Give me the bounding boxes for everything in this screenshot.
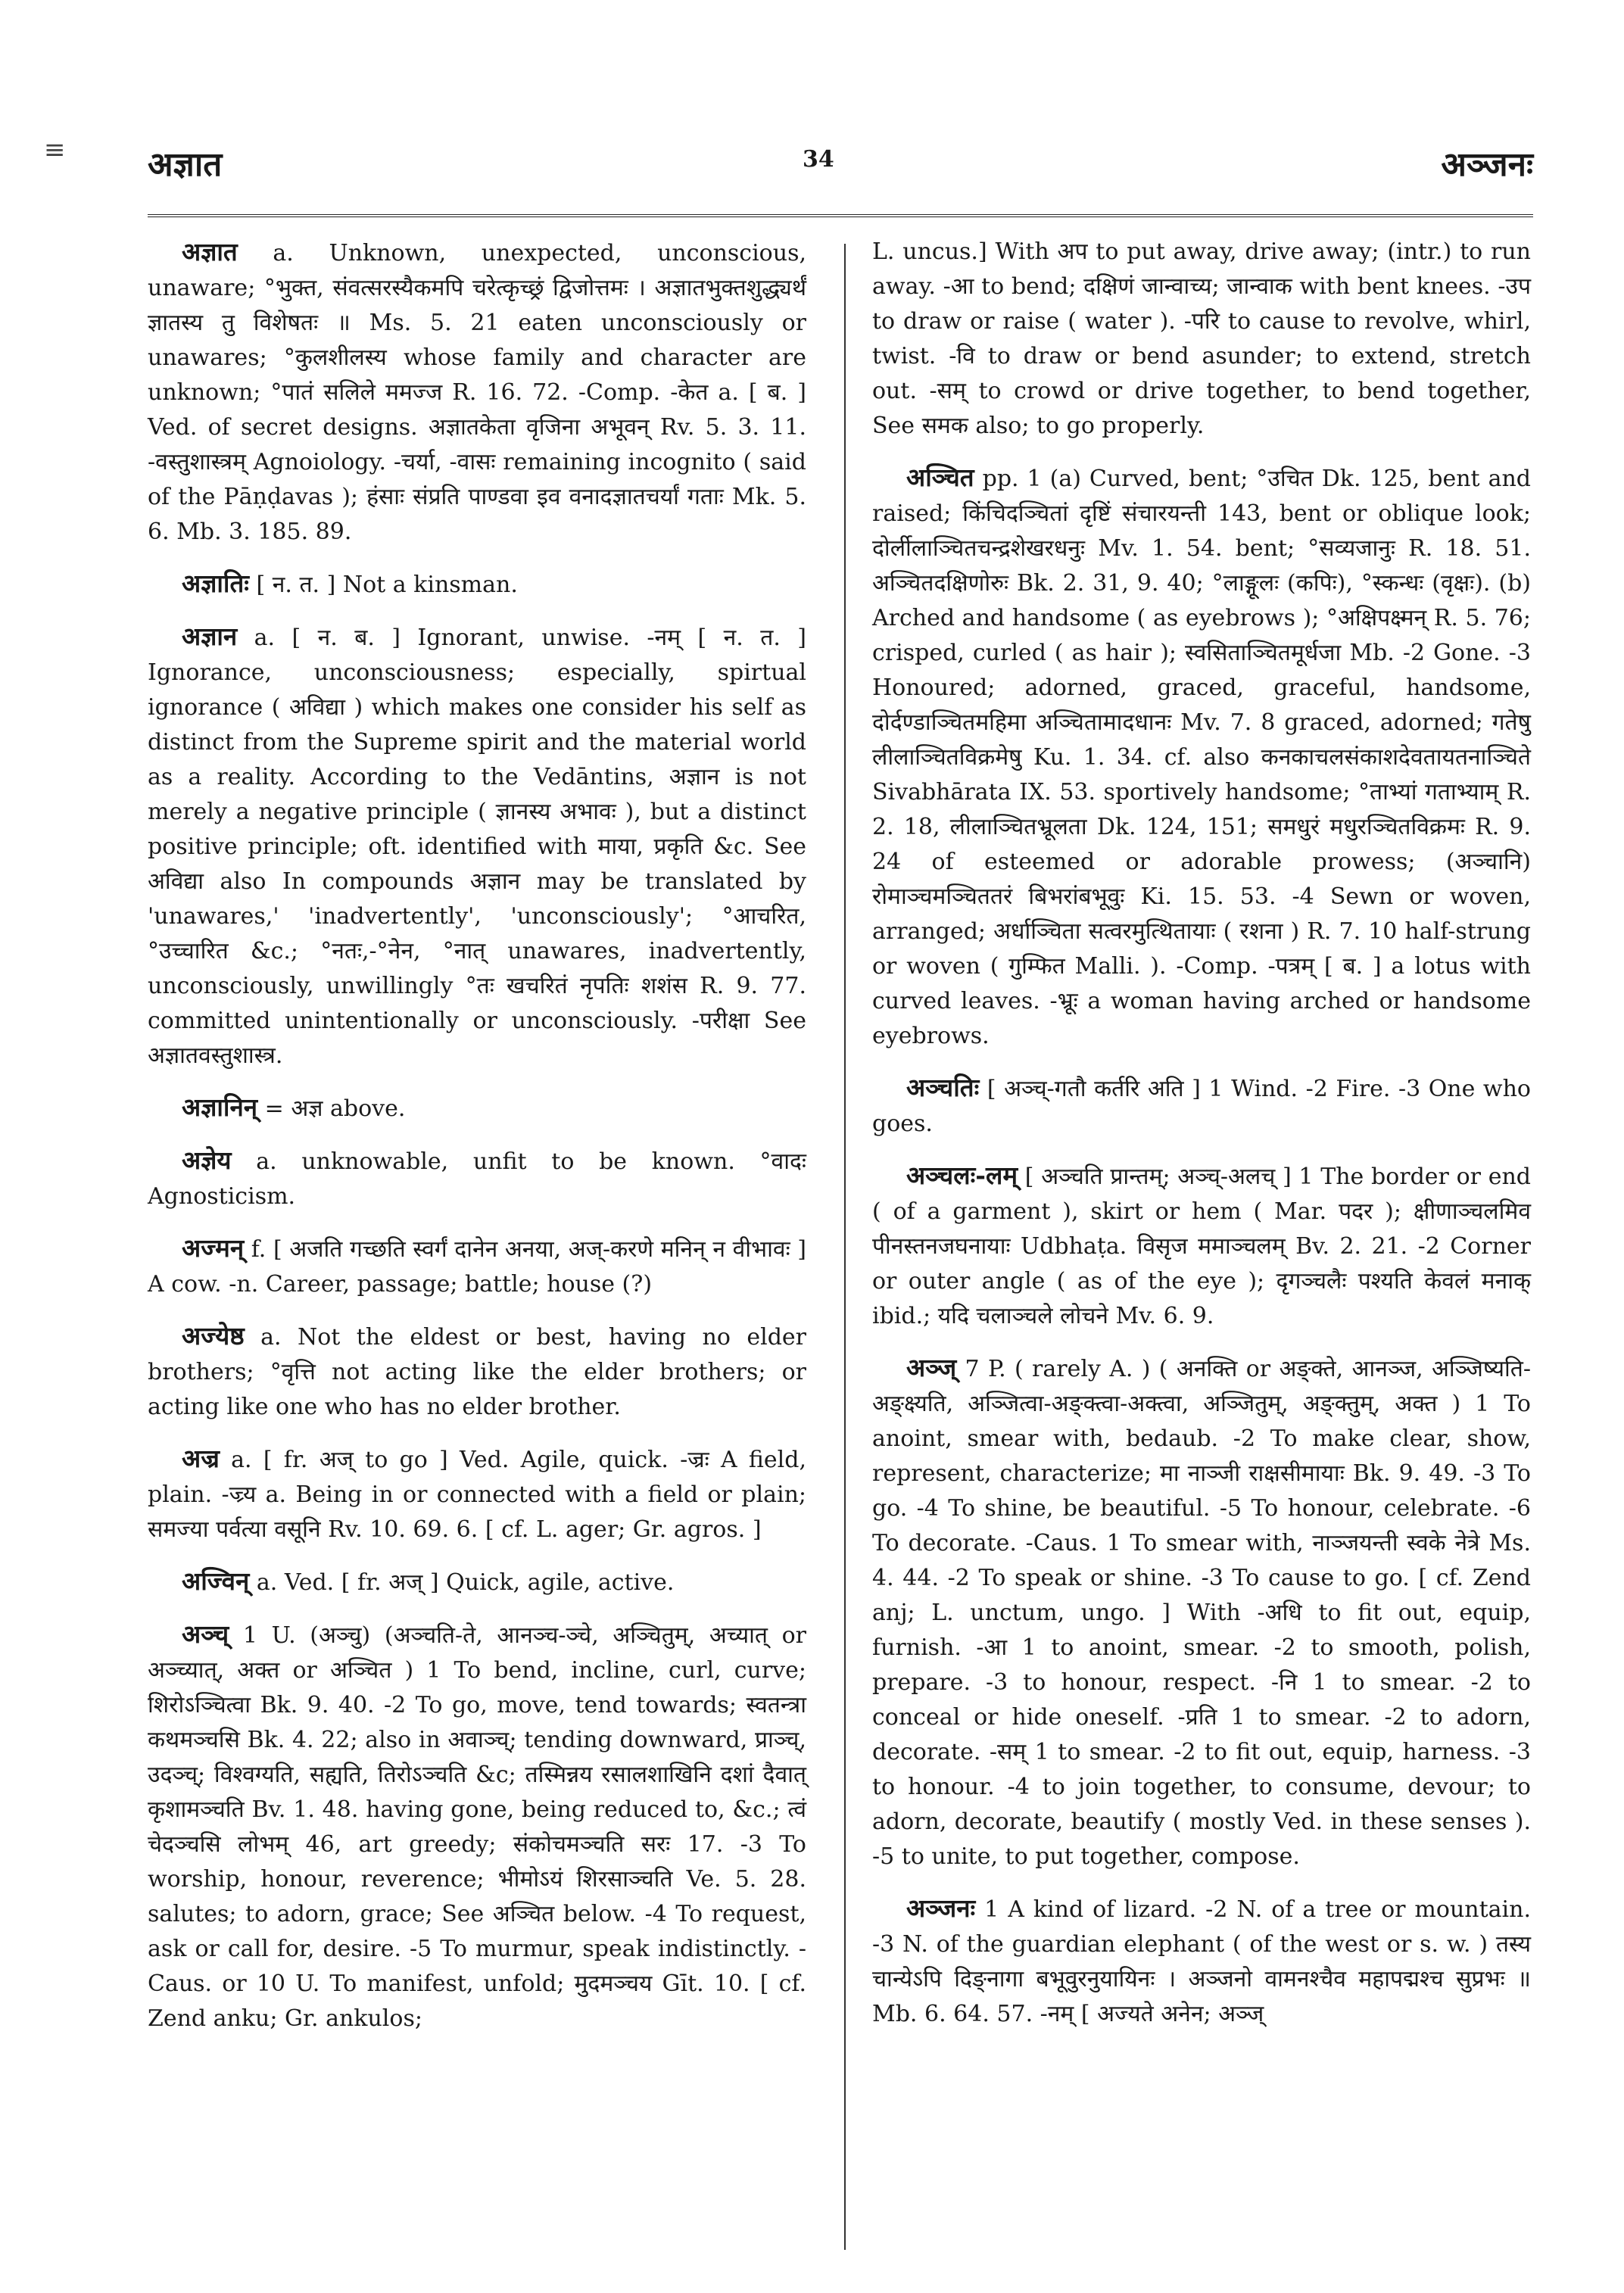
dictionary-entry: [148, 1143, 806, 1214]
page-number: 34: [803, 146, 834, 173]
entry-headword: अज्मन्: [182, 1233, 245, 1263]
entry-headword: अज्र: [182, 1444, 220, 1473]
dictionary-entry: [872, 1891, 1531, 2032]
entry-headword: अज्ञात: [182, 237, 238, 266]
entry-definition: 7 P. ( rarely A. ) ( अनक्ति or अङ्क्ते, आनञ्ज, अञ्जिष्यति-अङ्क्ष्यति, अञ्जित्वा-अङ्क्त्वा-अक्त्वा, अञ्जितुम्, अङ्क्तुम्, अक्त ) 1 To anoint, smear with, bedaub. -2 To make clear, show, represent, characterize; मा नाञ्जी राक्षसीमायाः Bk. 9. 49. -3 To go. -4 To shine, be beautiful. -5 To honour, celebrate. -6 To decorate. -Caus. 1 To smear with, नाञ्जयन्ती स्वके नेत्रे Ms. 4. 44. -2 To speak or shine. -3 To cause to go. [ cf. Zend anj; L. unctum, ungo. ] With -अधि to fit out, equip, furnish. -आ 1 to anoint, smear. -2 to smooth, polish, prepare. -3 to honour, respect. -नि 1 to smear. -2 to conceal or hide oneself. -प्रति 1 to smear. -2 to adorn, decorate. -सम् 1 to smear. -2 to fit out, equip, harness. -3 to honour. -4 to join together, to consume, devour; to adorn, decorate, beautify ( mostly Ved. in these senses ). -5 to unite, to put together, compose.: [872, 1356, 1531, 1870]
right-column: [872, 235, 1531, 2048]
dictionary-entry: [872, 235, 1531, 444]
dictionary-entry: [872, 460, 1531, 1054]
dictionary-entry: [148, 1090, 806, 1126]
entry-definition: a. [ fr. अज् to go ] Ved. Agile, quick. -ज्रः A field, plain. -ज्र्य a. Being in or connected with a field or plain; समज्या पर्वत्या वसूनि Rv. 10. 69. 6. [ cf. L. ager; Gr. agros. ]: [148, 1447, 806, 1543]
entry-definition: [ अञ्चति प्रान्तम्; अञ्च्-अलच् ] 1 The border or end ( of a garment ), skirt or hem ( Mar. पदर ); क्षीणाञ्चलमिव पीनस्तनजघनायाः Udbhaṭa. विसृज ममाञ्चलम् Bv. 2. 21. -2 Corner or outer angle ( as of the eye ); दृगञ्चलैः पश्यति केवलं मनाक् ibid.; यदि चलाञ्चले लोचने Mv. 6. 9.: [872, 1164, 1531, 1329]
dictionary-entry: [148, 235, 806, 550]
dictionary-entry: [148, 1231, 806, 1302]
dictionary-entry: [148, 566, 806, 603]
dictionary-entry: [148, 1617, 806, 2036]
entry-definition: L. uncus.] With अप to put away, drive away; (intr.) to run away. -आ to bend; दक्षिणं जान्वाच्य; जान्वाक with bent knees. -उप to draw or raise ( water ). -परि to cause to revolve, whirl, twist. -वि to draw or bend asunder; to extend, stretch out. -सम् to crowd or drive together, to bend together, See समक also; to go properly.: [872, 238, 1531, 439]
entry-headword: अज्येष्ठ: [182, 1321, 245, 1351]
entry-definition: pp. 1 (a) Curved, bent; °उचित Dk. 125, bent and raised; किंचिदञ्चितां दृष्टिं संचारयन्ती 143, bent or oblique look; दोर्लीलाञ्चितचन्द्रशेखरधनुः Mv. 1. 54. bent; °सव्यजानुः R. 18. 51. अञ्चितदक्षिणोरुः Bk. 2. 31, 9. 40; °लाङ्गूलः (कपिः), °स्कन्धः (वृक्षः). (b) Arched and handsome ( as eyebrows ); °अक्षिपक्ष्मन् R. 5. 76; crisped, curled ( as hair ); स्वसिताञ्चितमूर्धजा Mb. -2 Gone. -3 Honoured; adorned, graced, graceful, handsome, दोर्दण्डाञ्चितमहिमा अञ्चितामादधानः Mv. 7. 8 graced, adorned; गतेषु लीलाञ्चितविक्रमेषु Ku. 1. 34. cf. also कनकाचलसंकाशदेवतायतनाञ्चिते Sivabhārata IX. 53. sportively handsome; °ताभ्यां गताभ्याम् R. 2. 18, लीलाञ्चितभ्रूलता Dk. 124, 151; समधुरं मधुरञ्चितविक्रमः R. 9. 24 of esteemed or adorable prowess; (अञ्चानि) रोमाञ्चमञ्चिततरं बिभरांबभूवुः Ki. 15. 53. -4 Sewn or woven, arranged; अर्धाञ्चिता सत्वरमुत्थितायाः ( रशना ) R. 7. 10 half-strung or woven ( गुम्फित Malli. ). -Comp. -पत्रम् [ ब. ] a lotus with curved leaves. -भ्रूः a woman having arched or handsome eyebrows.: [872, 466, 1531, 1049]
entry-headword: अञ्चतिः: [906, 1073, 980, 1102]
entry-definition: [ न. त. ] Not a kinsman.: [256, 572, 518, 598]
header-rule: [148, 214, 1533, 217]
entry-headword: अञ्चित: [906, 463, 974, 492]
entry-headword: अज्ञानिन्: [182, 1092, 258, 1122]
dictionary-entry: [872, 1070, 1531, 1142]
column-divider: [844, 244, 846, 2250]
header-right-guide-word: अञ्जनः: [1441, 145, 1533, 184]
entry-definition: a. unknowable, unfit to be known. °वादः Agnosticism.: [148, 1148, 806, 1210]
entry-definition: 1 U. (अञ्चु) (अञ्चति-ते, आनञ्च-ञ्चे, अञ्चितुम्, अच्यात् or अञ्च्यात्, अक्त or अञ्चित ) 1 To bend, incline, curl, curve; शिरोऽञ्चित्वा Bk. 9. 40. -2 To go, move, tend towards; स्वतन्त्रा कथमञ्चसि Bk. 4. 22; also in अवाञ्च्; tending downward, प्राञ्च्, उदञ्च्; विश्वग्यति, सह्यति, तिरोऽञ्चति &c; तस्मिन्नय रसालशाखिनि दशां दैवात् कृशामञ्चति Bv. 1. 48. having gone, being reduced to, &c.; त्वं चेदञ्चसि लोभम् 46, art greedy; संकोचमञ्चति सरः 17. -3 To worship, honour, reverence; भीमोऽयं शिरसाञ्चति Ve. 5. 28. salutes; to adorn, grace; See अञ्चित below. -4 To request, ask or call for, desire. -5 To murmur, speak indistinctly. -Caus. or 10 U. To manifest, unfold; मुदमञ्चय Gīt. 10. [ cf. Zend anku; Gr. ankulos;: [148, 1622, 806, 2032]
entry-headword: अज्ञेय: [182, 1145, 232, 1175]
entry-definition: a. Unknown, unexpected, unconscious, unaware; °भुक्त, संवत्सरस्यैकमपि चरेत्कृच्छ्रं द्विजोत्तमः । अज्ञातभुक्तशुद्ध्यर्थं ज्ञातस्य तु विशेषतः ॥ Ms. 5. 21 eaten unconsciously or unawares; °कुलशीलस्य whose family and character are unknown; °पातं सलिले ममज्ज R. 16. 72. -Comp. -केत a. [ ब. ] Ved. of secret designs. अज्ञातकेता वृजिना अभूवन् Rv. 5. 3. 11. -वस्तुशास्त्रम् Agnoiology. -चर्या, -वासः remaining incognito ( said of the Pāṇḍavas ); हंसाः संप्रति पाण्डवा इव वनादज्ञातचर्यां गताः Mk. 5. 6. Mb. 3. 185. 89.: [148, 240, 806, 545]
dictionary-entry: [148, 619, 806, 1073]
entry-definition: a. Ved. [ fr. अज् ] Quick, agile, active.: [256, 1569, 675, 1596]
entry-headword: अञ्जनः: [906, 1893, 976, 1923]
entry-headword: अज्विन्: [182, 1566, 250, 1596]
entry-headword: अञ्च्: [182, 1619, 229, 1649]
dictionary-entry: [148, 1319, 806, 1425]
header-left-guide-word: अज्ञात: [148, 145, 223, 184]
dictionary-entry: [872, 1351, 1531, 1874]
entry-definition: = अज्ञ above.: [264, 1095, 406, 1122]
entry-definition: 1 A kind of lizard. -2 N. of a tree or mountain. -3 N. of the guardian elephant ( of the west or s. w. ) तस्य चान्येऽपि दिङ्नागा बभूवुरनुयायिनः । अञ्जनो वामनश्चैव महापद्मश्च सुप्रभः ॥ Mb. 6. 64. 57. -नम् [ अज्यते अनेन; अञ्ज्: [872, 1896, 1531, 2027]
entry-definition: f. [ अजति गच्छति स्वर्गं दानेन अनया, अज्-करणे मनिन् न वीभावः ] A cow. -n. Career, passage; battle; house (?): [148, 1236, 806, 1298]
left-column: [148, 235, 806, 2053]
dictionary-entry: [148, 1564, 806, 1600]
entry-headword: अञ्चलः-लम्: [906, 1161, 1018, 1190]
entry-headword: अज्ञान: [182, 622, 238, 651]
dictionary-entry: [148, 1441, 806, 1547]
margin-mark: ≡: [44, 135, 66, 165]
entry-definition: a. Not the eldest or best, having no elder brothers; °वृत्ति not acting like the elder brothers; or acting like one who has no elder brother.: [148, 1324, 806, 1420]
page-header: [148, 132, 1533, 216]
entry-headword: अज्ञातिः: [182, 569, 249, 598]
dictionary-entry: [872, 1158, 1531, 1334]
entry-definition: [ अञ्च्-गतौ कर्तरि अति ] 1 Wind. -2 Fire. -3 One who goes.: [872, 1076, 1531, 1137]
entry-definition: a. [ न. ब. ] Ignorant, unwise. -नम् [ न. त. ] Ignorance, unconsciousness; especially, spirtual ignorance ( अविद्या ) which makes one consider his self as distinct from the Supreme spirit and the material world as a reality. According to the Vedāntins, अज्ञान is not merely a negative principle ( ज्ञानस्य अभावः ), but a distinct positive principle; oft. identified with माया, प्रकृति &c. See अविद्या also In compounds अज्ञान may be translated by 'unawares,' 'inadvertently', 'unconsciously'; °आचरित, °उच्चारित &c.; °नतः,-°नेन, °नात् unawares, inadvertently, unconsciously, unwillingly °तः खचरितं नृपतिः शशंस R. 9. 77. committed unintentionally or unconsciously. -परीक्षा See अज्ञातवस्तुशास्त्र.: [148, 625, 806, 1069]
entry-headword: अञ्ज्: [906, 1353, 957, 1382]
